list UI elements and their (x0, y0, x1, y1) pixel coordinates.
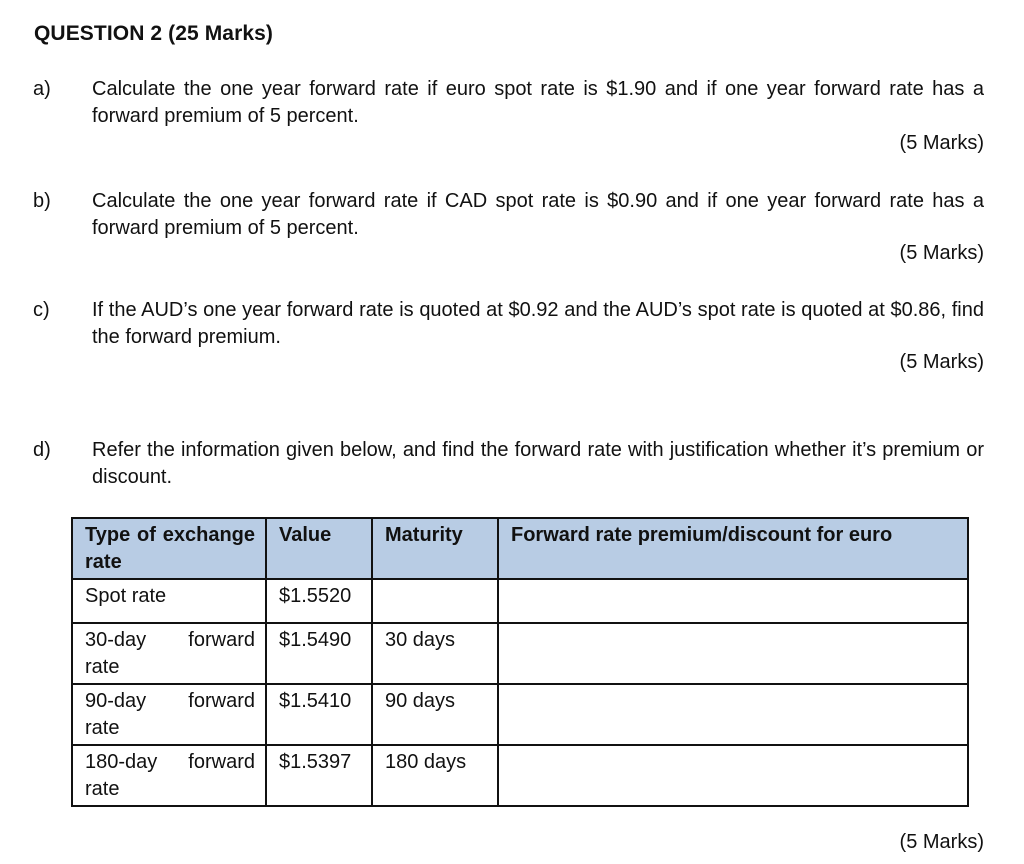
cell-forward-premium-discount (498, 745, 968, 806)
question-a-marks: (5 Marks) (899, 132, 984, 154)
cell-maturity: 30 days (372, 623, 498, 684)
question-b-label: b) (33, 190, 51, 212)
cell-forward-premium-discount (498, 579, 968, 623)
cell-maturity (372, 579, 498, 623)
cell-maturity: 180 days (372, 745, 498, 806)
cell-maturity: 90 days (372, 684, 498, 745)
table-row (72, 684, 968, 745)
question-c-marks: (5 Marks) (899, 351, 984, 373)
cell-type: 180-day forward rate (72, 745, 266, 806)
question-a-text: Calculate the one year forward rate if euro spot rate is $1.90 and if one year forward rate has a forward premium of 5 percent. (92, 78, 984, 127)
cell-value: $1.5397 (266, 745, 372, 806)
question-c-text: If the AUD’s one year forward rate is quoted at $0.92 and the AUD’s spot rate is quoted at $0.86, find the forward premium. (92, 299, 984, 348)
question-d-text: Refer the information given below, and find the forward rate with justification whether it’s premium or discount. (92, 439, 984, 488)
question-c-label: c) (33, 299, 50, 321)
cell-value: $1.5490 (266, 623, 372, 684)
exchange-rate-table (71, 517, 969, 807)
header-type-of-exchange-rate: Type of exchange rate (72, 518, 266, 579)
question-d-marks: (5 Marks) (899, 831, 984, 853)
table-row (72, 579, 968, 623)
cell-type: 90-day forward rate (72, 684, 266, 745)
question-b-marks: (5 Marks) (899, 242, 984, 264)
cell-forward-premium-discount (498, 623, 968, 684)
header-forward-premium-discount: Forward rate premium/discount for euro (498, 518, 968, 579)
header-value: Value (266, 518, 372, 579)
table-row (72, 745, 968, 806)
question-a-label: a) (33, 78, 51, 100)
cell-type: 30-day forward rate (72, 623, 266, 684)
cell-value: $1.5410 (266, 684, 372, 745)
cell-forward-premium-discount (498, 684, 968, 745)
cell-value: $1.5520 (266, 579, 372, 623)
table-row (72, 623, 968, 684)
table-header-row (72, 518, 968, 579)
question-d-label: d) (33, 439, 51, 461)
question-b-text: Calculate the one year forward rate if CAD spot rate is $0.90 and if one year forward rate has a forward premium of 5 percent. (92, 190, 984, 239)
cell-type: Spot rate (72, 579, 266, 623)
header-maturity: Maturity (372, 518, 498, 579)
question-heading: QUESTION 2 (25 Marks) (34, 22, 274, 45)
